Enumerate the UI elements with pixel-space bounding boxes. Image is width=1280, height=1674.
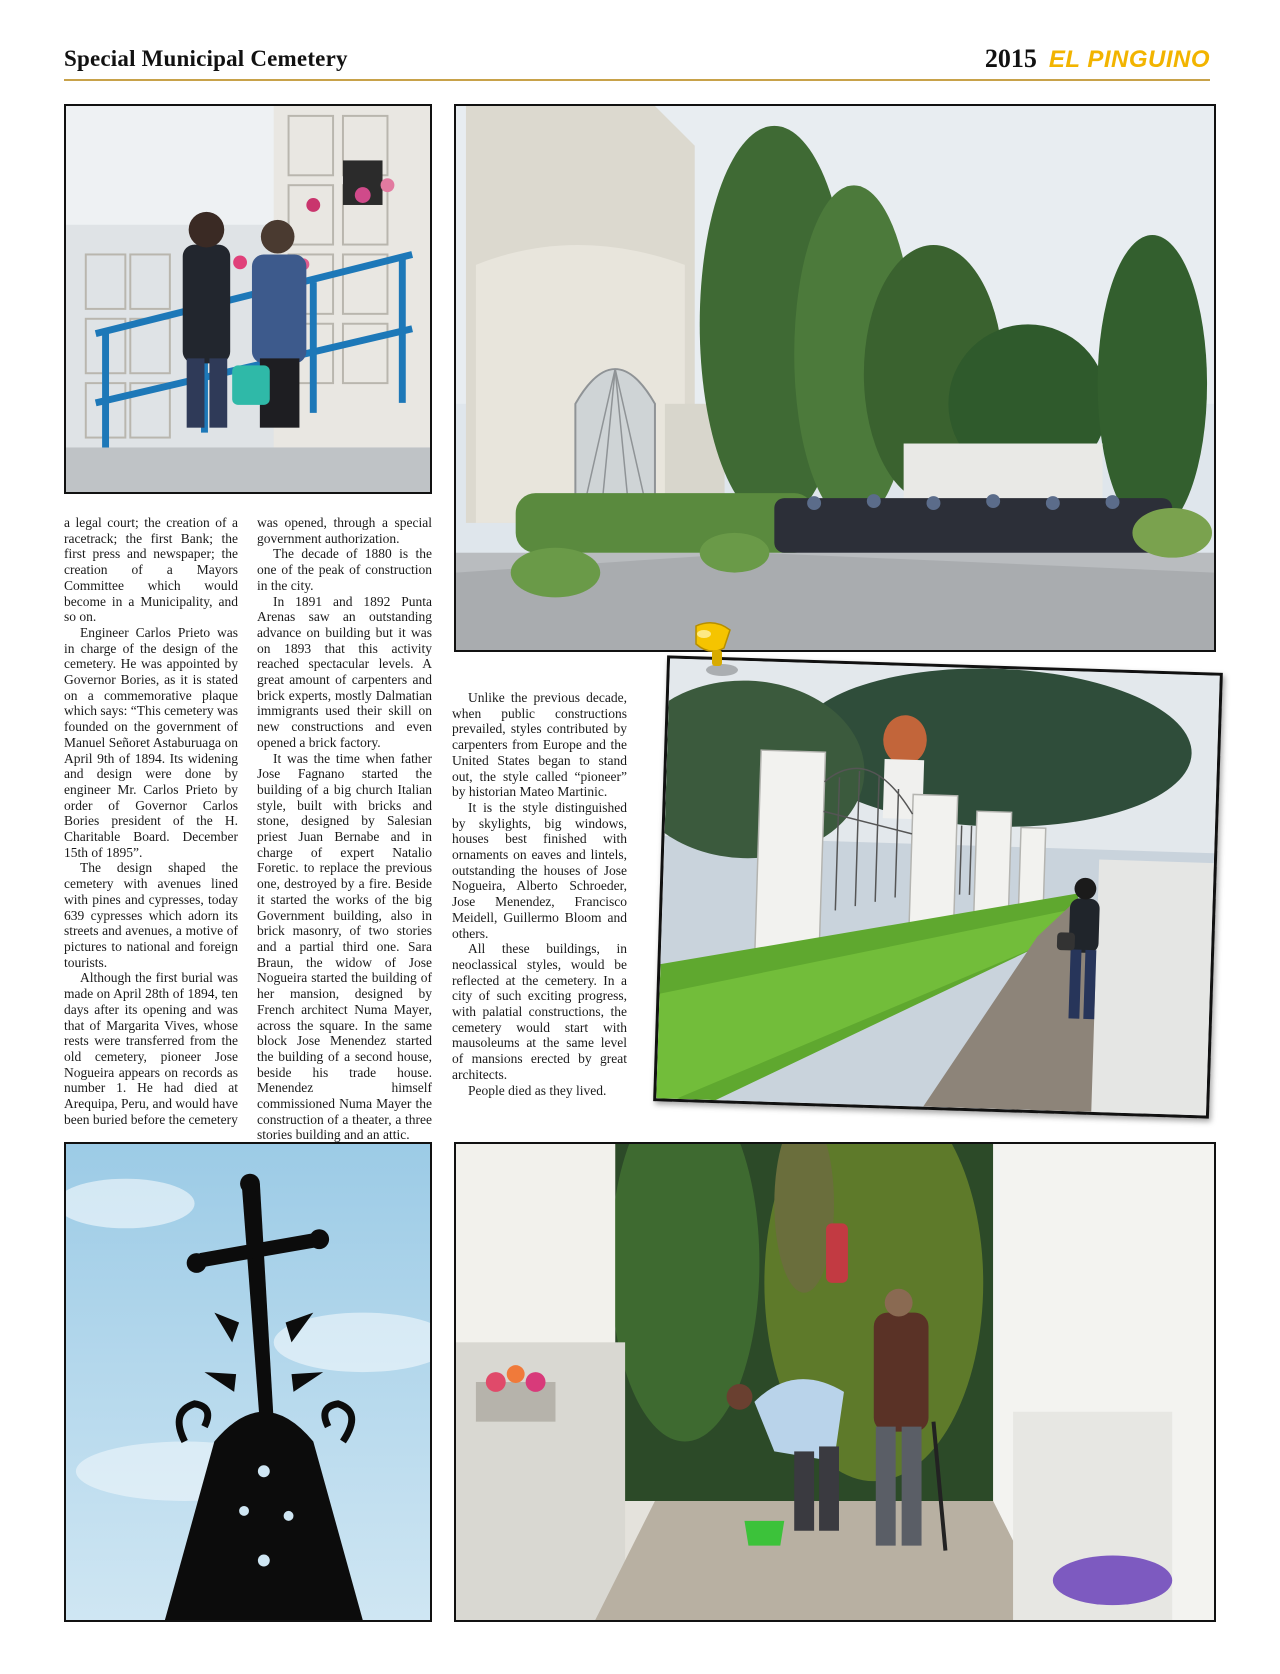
paragraph: Although the first burial was made on April 28th of 1894, ten days after its opening and was that of Margarita Vives, whose rests were transferred from the old cemetery, pioneer Jose Nogueira appears on records as number 1. He had died at Arequipa, Peru, and would have been buried before the cemetery xyxy=(64,970,238,1127)
paragraph: The design shaped the cemetery with avenues lined with pines and cypresses, today 639 cypresses which adorn its streets and avenues, a motive of pictures to national and foreign tourists. xyxy=(64,860,238,970)
paragraph: It was the time when father Jose Fagnano started the building of a big church Italian style, built with bricks and stone, designed by Salesian priest Juan Bernabe and in charge of expert Natalio Foretic. to replace the previous one, destroyed by a fire. Beside it started the works of the big Government building, also in brick masonry, of two stories and a partial third one. Sara Braun, the widow of Jose Nogueira started the building of her mansion, designed by French architect Numa Mayer, across the square. In the same block Jose Menendez started the building of a second house, beside his trade house. Menendez himself commissioned Numa Mayer the construction of a theater, a three stories building and an attic. xyxy=(257,750,432,1143)
photo-couple-at-graves xyxy=(454,1142,1216,1622)
article-column-3 xyxy=(452,690,627,1098)
photo-walkway-hedge xyxy=(653,655,1223,1118)
section-title: Special Municipal Cemetery xyxy=(64,46,348,71)
push-pin-icon xyxy=(684,620,756,684)
masthead xyxy=(985,44,1210,74)
issue-year: 2015 xyxy=(984,44,1037,73)
paragraph: All these buildings, in neoclassical styles, would be reflected at the cemetery. In a city of such exciting progress, with palatial constructions, the cemetery would start with mausoleums at the same level of mansions erected by great architects. xyxy=(452,941,627,1082)
article-column-2 xyxy=(257,515,432,1143)
photo-women-at-niches xyxy=(64,104,432,494)
brand-logo: EL PINGUINO xyxy=(1048,46,1210,73)
paragraph: People died as they lived. xyxy=(468,1082,607,1098)
paragraph: The decade of 1880 is the one of the peak of construction in the city. xyxy=(257,546,432,593)
paragraph: Unlike the previous decade, when public constructions prevailed, styles contributed by carpenters from Europe and the United States began to stand out, the style called “pioneer” by historian Mateo Martinic. xyxy=(452,690,627,800)
article-column-1 xyxy=(64,515,238,1127)
paragraph: In 1891 and 1892 Punta Arenas saw an outstanding advance on building but it was on 1893 that this activity reached spectacular levels. A great amount of carpenters and brick experts, mostly Dalmatian immigrants used their skill on new constructions and even opened a brick factory. xyxy=(257,593,432,750)
photo-mausoleum-crowd xyxy=(454,104,1216,652)
header-rule xyxy=(64,79,1210,81)
paragraph: was opened, through a special government authorization. xyxy=(257,515,432,546)
paragraph: It is the style distinguished by skylights, big windows, houses best finished with ornaments on eaves and lintels, outstanding the houses of Jose Nogueira, Alberto Schroeder, Jose Menendez, Francisco Meidell, Guillermo Bloom and others. xyxy=(452,799,627,941)
paragraph: a legal court; the creation of a racetrack; the first Bank; the first press and newspaper; the creation of a Mayors Committee which would become in a Municipality, and so on. xyxy=(64,515,238,625)
photo-iron-cross xyxy=(64,1142,432,1622)
paragraph: Engineer Carlos Prieto was in charge of the design of the cemetery. He was appointed by Governor Bories, as it is stated on a commemorative plaque which says: “This cemetery was founded on the government of Manuel Señoret Astaburuaga on April 9th of 1894. Its widening and design were done by engineer Mr. Carlos Prieto by order of Governor Carlos Bories president of the H. Charitable Board. December 15th of 1895”. xyxy=(64,624,238,860)
